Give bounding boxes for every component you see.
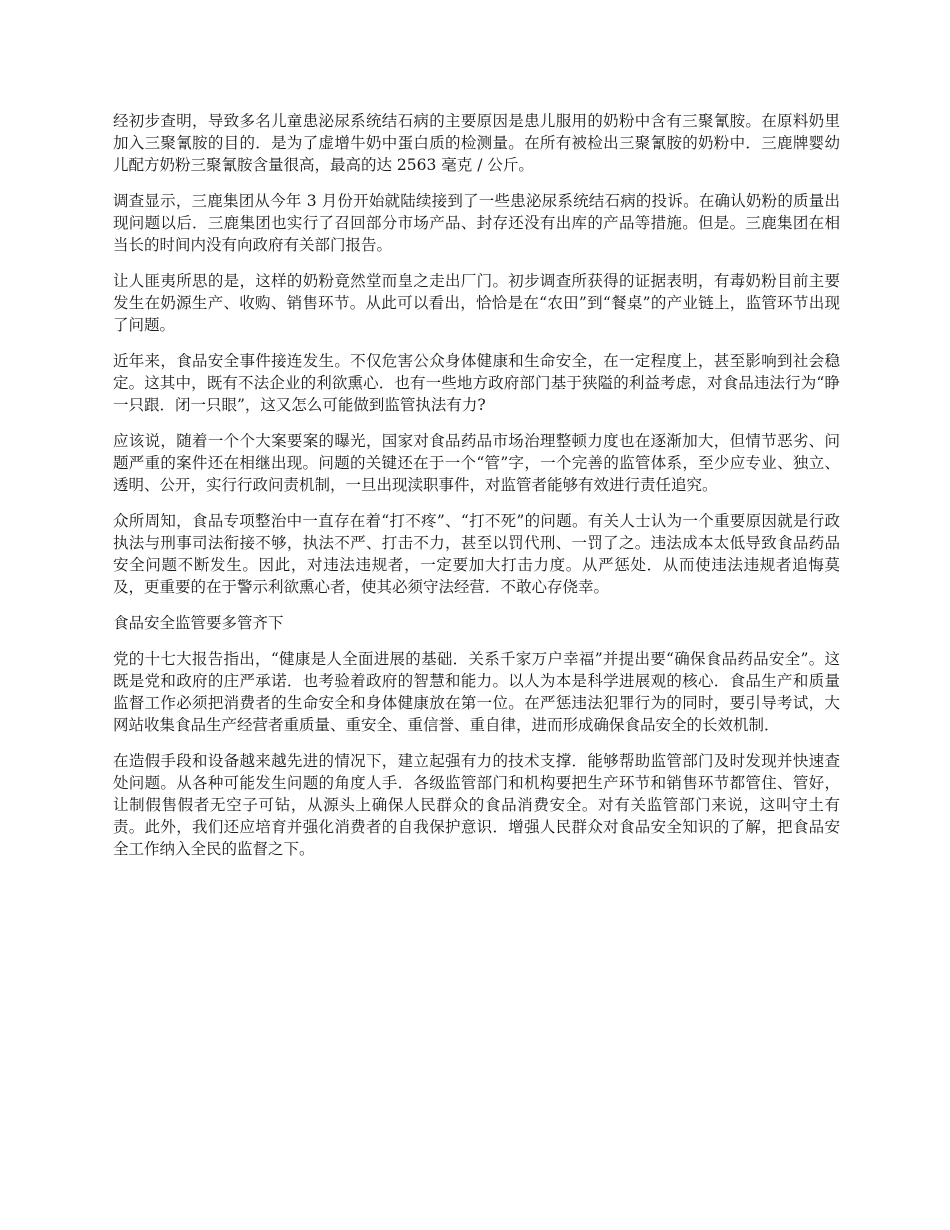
paragraph-1: 经初步查明，导致多名儿童患泌尿系统结石病的主要原因是患儿服用的奶粉中含有三聚氰胺。在原料奶里加入三聚氰胺的目的．是为了虚增牛奶中蛋白质的检测量。在所有被检出三聚氰胺的奶粉中．三鹿牌婴幼儿配方奶粉三聚氰胺含量很高，最高的达 2563 毫克 / 公斤。 (113, 112, 840, 174)
document-body (113, 110, 840, 874)
paragraph-4: 近年来，食品安全事件接连发生。不仅危害公众身体健康和生命安全，在一定程度上，甚至影响到社会稳定。这其中，既有不法企业的利欲熏心．也有一些地方政府部门基于狭隘的利益考虑，对食品违法行为“睁一只跟．闭一只眼”，这又怎么可能做到监管执法有力? (113, 352, 840, 414)
paragraph-2: 调查显示，三鹿集团从今年 3 月份开始就陆续接到了一些患泌尿系统结石病的投诉。在确认奶粉的质量出现问题以后．三鹿集团也实行了召回部分市场产品、封存还没有出库的产品等措施。但是。三鹿集团在相当长的时间内没有向政府有关部门报告。 (113, 192, 840, 254)
paragraph-3: 让人匪夷所思的是，这样的奶粉竟然堂而皇之走出厂门。初步调查所获得的证据表明，有毒奶粉目前主要发生在奶源生产、收购、销售环节。从此可以看出，恰恰是在“农田”到“餐桌”的产业链上，监管环节出现了问题。 (113, 272, 840, 334)
paragraph-5: 应该说，随着一个个大案要案的曝光，国家对食品药品市场治理整顿力度也在逐渐加大，但情节恶劣、问题严重的案件还在相继出现。问题的关键还在于一个“管”字，一个完善的监管体系，至少应专业、独立、透明、公开，实行行政问责机制，一旦出现渎职事件，对监管者能够有效进行责任追究。 (113, 432, 840, 494)
paragraph-7: 党的十七大报告指出，“健康是人全面进展的基础．关系千家万户幸福”并提出要“确保食品药品安全”。这既是党和政府的庄严承诺．也考验着政府的智慧和能力。以人为本是科学进展观的核心．食品生产和质量监督工作必须把消费者的生命安全和身体健康放在第一位。在严惩违法犯罪行为的同时，要引导考试，大网站收集食品生产经营者重质量、重安全、重信誉、重自律，进而形成确保食品安全的长效机制． (113, 650, 840, 734)
paragraph-6: 众所周知，食品专项整治中一直存在着“打不疼”、“打不死”的问题。有关人士认为一个重要原因就是行政执法与刑事司法衔接不够，执法不严、打击不力，甚至以罚代刑、一罚了之。违法成本太低导致食品药品安全问题不断发生。因此，对违法违规者，一定要加大打击力度。从严惩处．从而使违法违规者追悔莫及，更重要的在于警示利欲熏心者，使其必须守法经营．不敢心存侥幸。 (113, 512, 840, 596)
section-heading: 食品安全监管要多管齐下 (113, 614, 284, 632)
paragraph-8: 在造假手段和设备越来越先进的情况下，建立起强有力的技术支撑．能够帮助监管部门及时发现并快速查处问题。从各种可能发生问题的角度人手．各级监管部门和机构要把生产环节和销售环节都管住、管好，让制假售假者无空子可钻，从源头上确保人民群众的食品消费安全。对有关监管部门来说，这叫守土有责。此外，我们还应培育并强化消费者的自我保护意识．增强人民群众对食品安全知识的了解，把食品安全工作纳入全民的监督之下。 (113, 752, 840, 858)
